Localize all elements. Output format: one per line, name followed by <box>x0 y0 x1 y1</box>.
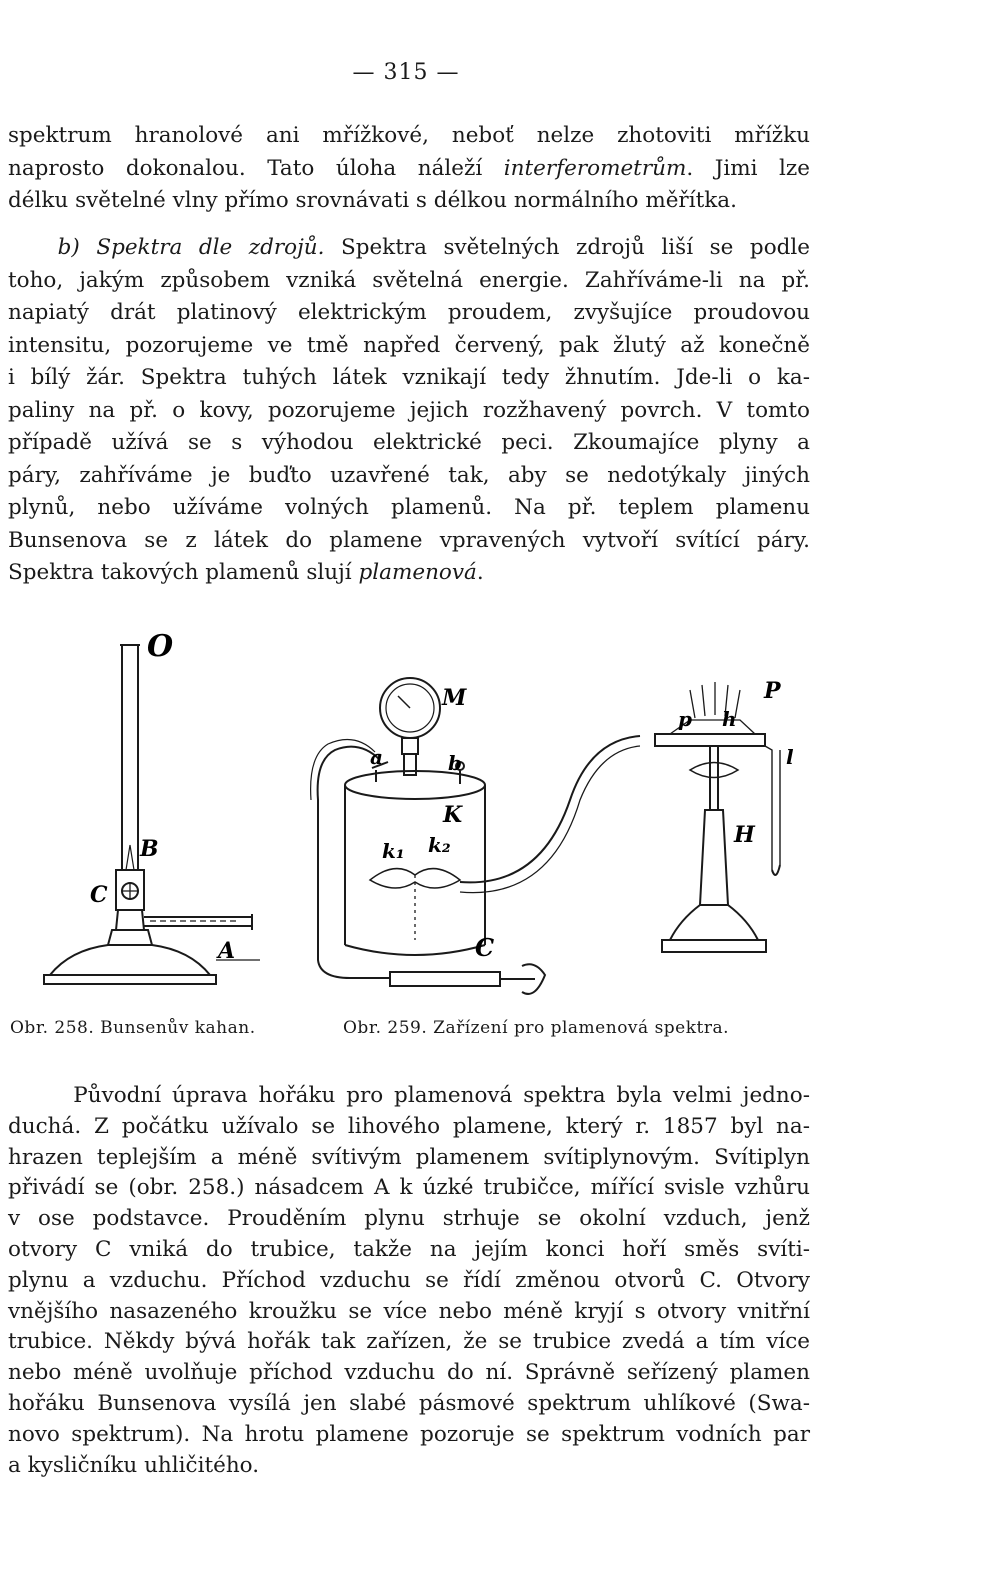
text-line: spektrum hranolové ani mřížkové, neboť nelze zhotoviti mřížku <box>8 123 810 148</box>
figure-258-caption: Obr. 258. Bunsenův kahan. <box>10 1018 256 1038</box>
figure-259-caption: Obr. 259. Zařízení pro plamenová spektra. <box>343 1018 730 1038</box>
text-line <box>8 1081 810 1112</box>
label-l: l <box>786 745 794 769</box>
label-p-lower: p <box>678 707 692 731</box>
label-h-upper: H <box>734 822 755 848</box>
text-line: Bunsenova se z látek do plamene vpravených vytvoří svítící páry. <box>8 527 810 553</box>
text-run: Spektra světelných zdrojů liší se podle <box>324 235 810 260</box>
text-run: . <box>476 560 484 585</box>
text-line <box>8 232 810 265</box>
text-line: paliny na př. o kovy, pozorujeme jejich rozžhavený povrch. V tomto <box>8 397 810 423</box>
text-line: v ose podstavce. Prouděním plynu strhuje se okolní vzduch, jenž <box>8 1206 810 1232</box>
label-b: b <box>448 751 462 775</box>
label-b: B <box>140 836 159 862</box>
text-line <box>8 557 810 590</box>
paragraph-3 <box>8 1081 810 1481</box>
text-line: i bílý žár. Spektra tuhých látek vznikají tedy žhnutím. Jde-li o ka- <box>8 365 810 390</box>
label-k1: k₁ <box>382 839 405 863</box>
flame-spectra-apparatus-figure <box>310 660 810 1005</box>
text-run: . Jimi lze <box>686 155 810 181</box>
italic-term: interferometrům <box>503 155 687 181</box>
text-line: plynu a vzduchu. Příchod vzduchu se řídí změnou otvorů C. Otvory <box>8 1267 810 1293</box>
text-line: hrazen teplejším a méně svítivým plamenem svítiplynovým. Svítiplyn <box>8 1144 810 1170</box>
label-o: O <box>147 630 174 664</box>
text-line: vnějšího nasazeného kroužku se více nebo méně kryjí s otvory vnitřní <box>8 1298 810 1324</box>
label-c: C <box>90 882 108 908</box>
text-line: napiatý drát platinový elektrickým proudem, zvyšujíce proudovou <box>8 300 810 325</box>
label-m: M <box>442 685 467 711</box>
text-run: Spektra takových plamenů slují <box>8 560 359 585</box>
section-heading: b) Spektra dle zdrojů. <box>57 235 325 260</box>
text-line: otvory C vniká do trubice, takže na jejím konci hoří směs svíti- <box>8 1236 810 1262</box>
text-run: Původní úprava hořáku pro plamenová spektra byla velmi jedno- <box>73 1083 810 1108</box>
text-line: intensitu, pozorujeme ve tmě napřed červený, pak žlutý až konečně <box>8 332 810 358</box>
text-line: trubice. Někdy bývá hořák tak zařízen, že se trubice zvedá a tím více <box>8 1329 810 1355</box>
page-number: — 315 — <box>352 60 460 85</box>
label-h: h <box>722 707 737 731</box>
text-line: páry, zahříváme je buďto uzavřené tak, aby se nedotýkaly jiných <box>8 462 810 488</box>
text-line: plynů, nebo užíváme volných plamenů. Na př. teplem plamenu <box>8 495 810 520</box>
text-line: duchá. Z počátku užívalo se lihového plamene, který r. 1857 byl na- <box>8 1113 810 1139</box>
paragraph-1 <box>8 120 810 218</box>
text-line: případě užívá se s výhodou elektrické peci. Zkoumajíce plyny a <box>8 430 810 455</box>
bunsen-burner-figure <box>30 630 290 1000</box>
label-p-upper: P <box>764 678 781 704</box>
text-line <box>8 153 810 186</box>
paragraph-2 <box>8 232 810 590</box>
text-run: naprosto dokonalou. Tato úloha náleží <box>8 155 504 181</box>
italic-term: plamenová <box>358 560 477 585</box>
text-line: nebo méně uvolňuje příchod vzduchu do ní. Správně seřízený plamen <box>8 1360 810 1386</box>
text-line: délku světelné vlny přímo srovnávati s délkou normálního měřítka. <box>8 188 737 213</box>
label-k: K <box>443 802 463 828</box>
text-line: přivádí se (obr. 258.) násadcem A k úzké trubičce, mířící svisle vzhůru <box>8 1175 810 1201</box>
label-k2: k₂ <box>428 833 451 857</box>
label-a: A <box>218 938 236 964</box>
label-c: C <box>475 933 495 962</box>
text-line: hořáku Bunsenova vysílá jen slabé pásmové spektrum uhlíkové (Swa- <box>8 1390 810 1416</box>
text-line: a kysličníku uhličitého. <box>8 1452 260 1478</box>
label-a: a <box>370 745 383 769</box>
text-line: novo spektrum). Na hrotu plamene pozoruje se spektrum vodních par <box>8 1421 810 1447</box>
text-line: toho, jakým způsobem vzniká světelná energie. Zahříváme-li na př. <box>8 267 810 293</box>
